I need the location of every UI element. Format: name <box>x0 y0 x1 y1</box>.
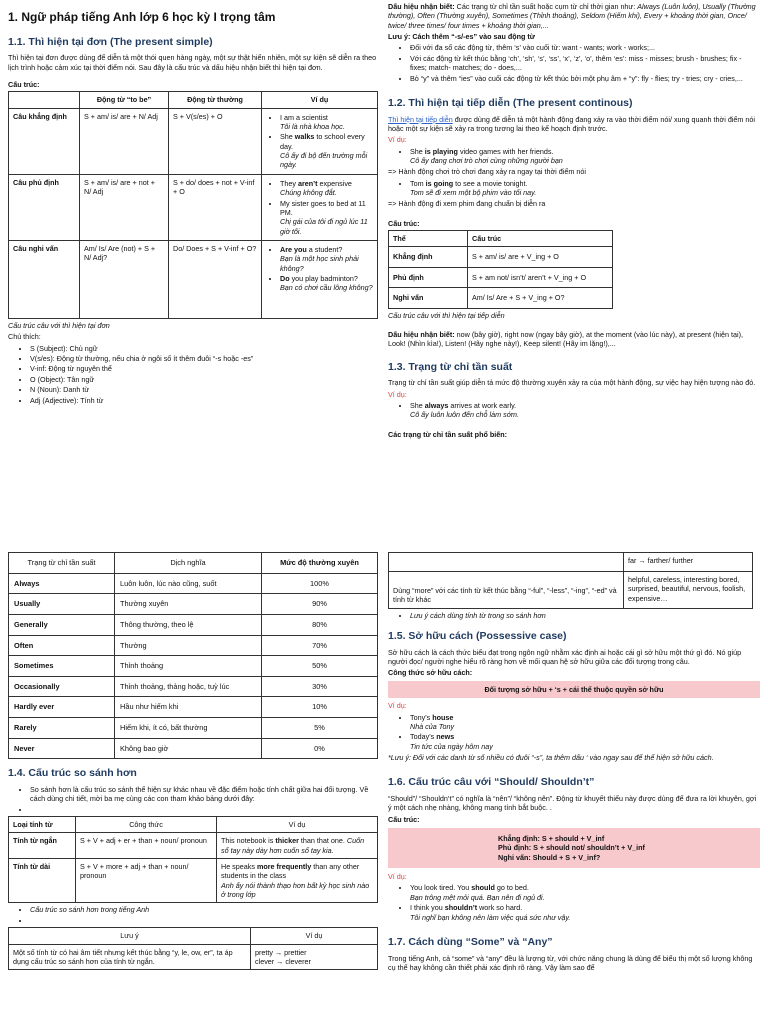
list-item: • I think you shouldn’t work so hard. Tôi nghĩ bạn không nên làm việc quá sức như vậy. <box>410 903 760 922</box>
list-item: • She always arrives at work early. Cô ấy luôn luôn đến chỗ làm sớm. <box>410 401 760 420</box>
list-item: • Với các động từ kết thúc bằng ‘ch’, ‘sh’, ‘s’, ‘ss’, ‘x’, ‘z’, ‘o’, thêm ‘es’: miss - misses; brush - brushes; fix - fixes; match- matches; do - does,... <box>410 54 760 73</box>
table-row <box>9 676 378 697</box>
table-row <box>9 656 378 677</box>
structure-line: Phủ định: S + should not/ shouldn’t + V_inf <box>498 843 645 853</box>
table-row <box>9 944 378 970</box>
example-list <box>402 713 760 751</box>
table-header <box>9 92 80 108</box>
example-label: Ví dụ: <box>388 389 407 399</box>
list-item: • O (Object): Tân ngữ <box>30 375 378 384</box>
table-row <box>389 288 613 308</box>
section-intro: Trạng từ chỉ tần suất giúp diễn tả mức độ thường xuyên xảy ra của một hành động, sự việc hay hiện tượng nào đó. <box>388 378 756 388</box>
table-cell: S + V + adj + er + than + noun/ pronoun <box>76 833 217 859</box>
table-header: Thể <box>389 231 468 247</box>
table-cell: Thỉnh thoảng, thảng hoặc, tuỳ lúc <box>115 676 262 697</box>
note-label: Lưu ý: Cách thêm “-s/-es” vào sau động từ <box>388 32 535 42</box>
list-item <box>30 805 378 814</box>
table-row <box>9 594 378 615</box>
table-cell: 30% <box>262 676 378 697</box>
table-cell: He speaks more frequently than any other students in the class Anh ấy nói thành thạo hơn bất kỳ học sinh nào ở trong lớp <box>217 859 378 903</box>
table-cell: Câu nghi vấn <box>9 240 80 318</box>
table-cell <box>262 174 378 240</box>
table-cell: far → farther/ further <box>624 553 753 572</box>
table-header: Loại tính từ <box>9 816 76 832</box>
table-cell: pretty → prettier clever → cleverer <box>251 944 378 970</box>
table-row <box>389 247 613 267</box>
table-cell: S + V(s/es) + O <box>169 108 262 174</box>
table-caption: • Lưu ý cách dùng tính từ trong so sánh hơn <box>410 611 760 620</box>
table-row <box>9 718 378 739</box>
table-cell: Luôn luôn, lúc nào cũng, suốt <box>115 573 262 594</box>
table-header: Công thức <box>76 816 217 832</box>
page-section-comparative <box>8 552 378 1022</box>
list-item: • V(s/es): Động từ thường, nếu chia ở ngôi số ít thêm đuôi “-s hoặc -es” <box>30 354 378 363</box>
list-item: • Bỏ “y” và thêm “ies” vào cuối các động từ kết thúc bởi một phụ âm + “y”: fly - flies; try - tries; cry - cries,... <box>410 74 760 83</box>
table-cell: 50% <box>262 656 378 677</box>
table-cell: Tính từ dài <box>9 859 76 903</box>
table-header: Động từ “to be” <box>80 92 169 108</box>
section-intro: Trong tiếng Anh, cả “some” và “any” đều là lượng từ, với chức năng chung là dùng để biểu thị một số lượng không cụ thể hay không cần thiết phải xác định rõ ràng. Vậy làm sao để <box>388 953 753 972</box>
table-cell: Do/ Does + S + V-inf + O? <box>169 240 262 318</box>
caption-list <box>22 905 378 925</box>
section-heading: 1.7. Cách dùng “Some” và “Any” <box>388 935 553 948</box>
comparative-table <box>8 816 378 904</box>
section-heading: 1.5. Sở hữu cách (Possessive case) <box>388 630 567 643</box>
table-cell: Câu khẳng định <box>9 108 80 174</box>
table-row <box>9 635 378 656</box>
list-item: • S (Subject): Chủ ngữ <box>30 344 378 353</box>
common-adverbs-label: Các trạng từ chỉ tần suất phổ biến: <box>388 429 508 439</box>
table-cell <box>389 553 624 572</box>
table-cell: 10% <box>262 697 378 718</box>
list-item: • Today’s news Tin tức của ngày hôm nay <box>410 732 760 751</box>
table-cell: S + am/ is/ are + not + N/ Adj <box>80 174 169 240</box>
section-intro: Sở hữu cách là cách thức biểu đạt trong ngôn ngữ nhằm xác định ai hoặc cái gì sở hữu một thứ gì đó. Nó giúp người đọc/ người nghe hiểu rõ ràng hơn về mối quan hệ sở hữu giữa các đối tượng trong câu. <box>388 647 742 667</box>
table-row <box>9 108 378 174</box>
frequency-table <box>8 552 378 759</box>
list-item <box>30 916 378 925</box>
table-header: Ví dụ <box>217 816 378 832</box>
table-row <box>9 859 378 903</box>
table-cell <box>262 108 378 174</box>
section-heading: 1.1. Thì hiện tại đơn (The present simple) <box>8 35 213 48</box>
example-label: Ví dụ: <box>388 135 407 145</box>
example-list <box>402 179 760 198</box>
table-cell: S + am/ is/ are + N/ Adj <box>80 108 169 174</box>
comparative-note-table <box>388 552 753 609</box>
table-header: Mức độ thường xuyên <box>262 553 378 574</box>
section-heading: 1.3. Trạng từ chỉ tần suất <box>388 360 513 373</box>
example-conclusion: => Hành động đi xem phim đang chuẩn bị diễn ra <box>388 199 546 209</box>
table-cell: 100% <box>262 573 378 594</box>
notes-list <box>22 344 378 405</box>
section-intro: Thì hiện tại đơn được dùng để diễn tả một thói quen hàng ngày, một sự thật hiển nhiên, một sự kiện sẽ diễn ra theo lịch trình hoặc cảm xúc tại thời điểm nói. Sau đây là cấu trúc và dấu hiệu nhận biết thì hiện tại đơn. <box>8 53 377 72</box>
section-intro: Thì hiện tại tiếp diễn được dùng để diễn tả một hành động đang xảy ra vào thời điểm nói/ xung quanh thời điểm nói hoặc một sự kiện sẽ xảy ra trong tương lai theo kế hoạch định trước. <box>388 114 755 133</box>
table-header: Trạng từ chỉ tần suất <box>9 553 115 574</box>
table-cell: Occasionally <box>9 676 115 697</box>
table-row <box>9 614 378 635</box>
table-cell <box>262 240 378 318</box>
section-heading: 1.4. Cấu trúc so sánh hơn <box>8 767 137 780</box>
table-cell: Thông thường, theo lệ <box>115 614 262 635</box>
list-item: • V-inf: Động từ nguyên thể <box>30 364 378 373</box>
table-cell: S + am not/ isn’t/ aren’t + V_ing + O <box>468 267 613 287</box>
table-cell: Không bao giờ <box>115 738 262 759</box>
signs-paragraph: Dấu hiệu nhận biết: Các trạng từ chỉ tần suất hoặc cụm từ chỉ thời gian như: Always (Luôn luôn), Usually (Thường thường), Often (Thường xuyên), Sometimes (Thỉnh thoảng), Seldom (Hiếm khi), Every + khoảng thời gian, Once/ twice/ three times/ four times + khoảng thời gian,... <box>388 2 756 30</box>
section-heading: 1.6. Cấu trúc câu với “Should/ Shouldn’t” <box>388 776 595 789</box>
page-title: 1. Ngữ pháp tiếng Anh lớp 6 học kỳ I trọng tâm <box>8 10 276 24</box>
table-cell: Phủ định <box>389 267 468 287</box>
list-item: • Tom is going to see a movie tonight. Tom sẽ đi xem một bộ phim vào tối nay. <box>410 179 760 198</box>
table-header-row <box>389 231 613 247</box>
table-cell: S + V + more + adj + than + noun/ pronoun <box>76 859 217 903</box>
table-cell: Thường <box>115 635 262 656</box>
structure-line: Khẳng định: S + should + V_inf <box>498 834 605 844</box>
table-caption: Cấu trúc câu với thì hiện tại tiếp diễn <box>388 310 505 320</box>
table-row <box>9 240 378 318</box>
table-row <box>9 697 378 718</box>
list-item: • Đối với đa số các động từ, thêm ‘s’ vào cuối từ: want - wants; work - works;... <box>410 43 760 52</box>
example-conclusion: => Hành động chơi trò chơi đang xảy ra ngay tại thời điểm nói <box>388 167 586 177</box>
table-row <box>389 553 753 572</box>
structure-label: Cấu trúc: <box>388 218 420 228</box>
structure-label: Cấu trúc: <box>388 814 420 824</box>
should-structure-box <box>388 828 760 868</box>
table-cell: Tính từ ngắn <box>9 833 76 859</box>
list-item: • So sánh hơn là cấu trúc so sánh thể hiện sự khác nhau về đặc điểm hoặc tính chất giữa hai đối tượng. Về cách dùng chi tiết, mời ba mẹ cùng các con tham khảo bảng dưới đây: <box>30 785 378 804</box>
table-cell: This notebook is thicker than that one. Cuốn sổ tay này dày hơn cuốn sổ tay kia. <box>217 833 378 859</box>
table-header: Ví dụ <box>251 928 378 944</box>
note-table <box>8 927 378 970</box>
example-label: Ví dụ: <box>388 701 407 711</box>
table-cell: S + am/ is/ are + V_ing + O <box>468 247 613 267</box>
page-section-present-simple <box>8 6 378 546</box>
table-header: Ví dụ <box>262 92 378 108</box>
example-list <box>402 147 760 166</box>
table-cell: Hiếm khi, ít có, bất thường <box>115 718 262 739</box>
list-item: • They aren’t expensive Chúng không đắt. <box>280 179 373 198</box>
page-section-possessive-should <box>388 552 760 1022</box>
table-cell: Usually <box>9 594 115 615</box>
example-label: Ví dụ: <box>388 872 407 882</box>
list-item: • She walks to school every day. Cô ấy đi bộ đến trường mỗi ngày. <box>280 132 373 169</box>
list-item: • My sister goes to bed at 11 PM. Chị gái của tôi đi ngủ lúc 11 giờ tối. <box>280 199 373 236</box>
table-header-row <box>9 816 378 832</box>
list-item: • Are you a student? Bạn là một học sinh phải không? <box>280 245 373 273</box>
table-cell: Dùng “more” với các tính từ kết thúc bằng “-ful”, “-less”, “-ing”, “-ed” và tính từ khác <box>389 572 624 609</box>
structure-line: Nghi vấn: Should + S + V_inf? <box>498 852 601 862</box>
table-cell: 90% <box>262 594 378 615</box>
table-cell: 5% <box>262 718 378 739</box>
table-row <box>9 738 378 759</box>
note-list <box>402 43 760 82</box>
list-item: • Adj (Adjective): Tính từ <box>30 396 378 405</box>
table-cell: Am/ Is/ Are (not) + S + N/ Adj? <box>80 240 169 318</box>
table-header: Động từ thường <box>169 92 262 108</box>
table-header: Dịch nghĩa <box>115 553 262 574</box>
table-cell: Khẳng định <box>389 247 468 267</box>
table-header-row <box>9 92 378 108</box>
notes-label: Chú thích: <box>8 332 41 342</box>
signs-paragraph: Dấu hiệu nhận biết: now (bây giờ), right now (ngay bây giờ), at the moment (vào lúc này), at present (hiện tại), Look! (Nhìn kìa!), Listen! (Hãy nghe này!), Keep silent! (Hãy im lặng!),... <box>388 329 743 349</box>
table-cell: Thường xuyên <box>115 594 262 615</box>
list-item: • Do you play badminton? Bạn có chơi cầu lông không? <box>280 274 373 293</box>
table-cell: Often <box>9 635 115 656</box>
table-cell: 0% <box>262 738 378 759</box>
table-caption: Cấu trúc câu với thì hiện tại đơn <box>8 320 110 330</box>
table-cell: Sometimes <box>9 656 115 677</box>
table-row <box>9 174 378 240</box>
table-cell: Hardly ever <box>9 697 115 718</box>
list-item: • N (Noun): Danh từ <box>30 385 378 394</box>
table-cell: Never <box>9 738 115 759</box>
table-cell: helpful, careless, interesting bored, surprised, beautiful, nervous, foolish, expensive… <box>624 572 753 609</box>
list-item: • She is playing video games with her friends. Cô ấy đang chơi trò chơi cùng những người bạn <box>410 147 760 166</box>
table-cell: Hầu như hiếm khi <box>115 697 262 718</box>
table-cell: Always <box>9 573 115 594</box>
formula-label: Công thức sở hữu cách: <box>388 668 473 678</box>
page-section-present-continuous <box>388 0 760 540</box>
table-header: Cấu trúc <box>468 231 613 247</box>
table-cell: 70% <box>262 635 378 656</box>
table-caption: • Cấu trúc so sánh hơn trong tiếng Anh <box>30 905 378 914</box>
table-header: Lưu ý <box>9 928 251 944</box>
list-item: • I am a scientist Tôi là nhà khoa học. <box>280 113 373 132</box>
table-row <box>389 267 613 287</box>
structure-label: Cấu trúc: <box>8 79 40 89</box>
table-row <box>9 833 378 859</box>
present-continuous-table <box>388 230 613 308</box>
table-cell: Câu phủ định <box>9 174 80 240</box>
table-cell: 80% <box>262 614 378 635</box>
note-paragraph: *Lưu ý: Đối với các danh từ số nhiều có đuôi “-s”, ta thêm dấu ‘ vào ngay sau để thể hiện sở hữu cách. <box>388 752 714 762</box>
possessive-formula: Đối tượng sở hữu + ‘s + cái thể thuộc quyền sở hữu <box>388 681 760 698</box>
table-cell: Thỉnh thoảng <box>115 656 262 677</box>
example-list <box>402 883 760 921</box>
table-header-row <box>9 553 378 574</box>
example-list <box>402 401 760 420</box>
table-cell: Rarely <box>9 718 115 739</box>
table-cell: Một số tính từ có hai âm tiết nhưng kết thúc bằng “y, le, ow, er”, ta áp dụng cấu trúc so sánh hơn của tính từ ngắn. <box>9 944 251 970</box>
present-continuous-link[interactable]: Thì hiện tại tiếp diễn <box>388 114 453 124</box>
table-row <box>9 573 378 594</box>
intro-list <box>22 785 378 814</box>
table-row <box>389 572 753 609</box>
table-cell: S + do/ does + not + V-inf + O <box>169 174 262 240</box>
caption-list <box>402 611 760 620</box>
section-intro: “Should”/ “Shouldn’t” có nghĩa là “nên”/ “không nên”. Động từ khuyết thiếu này được dùng để đưa ra lời khuyên, gợi ý một cách nhẹ nhàng, không mang tính bắt buộc. . <box>388 793 757 813</box>
table-cell: Generally <box>9 614 115 635</box>
section-heading: 1.2. Thì hiện tại tiếp diễn (The present continous) <box>388 96 633 109</box>
present-simple-table <box>8 91 378 319</box>
table-cell: Nghi vấn <box>389 288 468 308</box>
list-item: • Tony’s house Nhà của Tony <box>410 713 760 732</box>
table-header-row <box>9 928 378 944</box>
list-item: • You look tired. You should go to bed. Bạn trông mệt mỏi quá. Bạn nên đi ngủ đi. <box>410 883 760 902</box>
table-cell: Am/ Is/ Are + S + V_ing + O? <box>468 288 613 308</box>
